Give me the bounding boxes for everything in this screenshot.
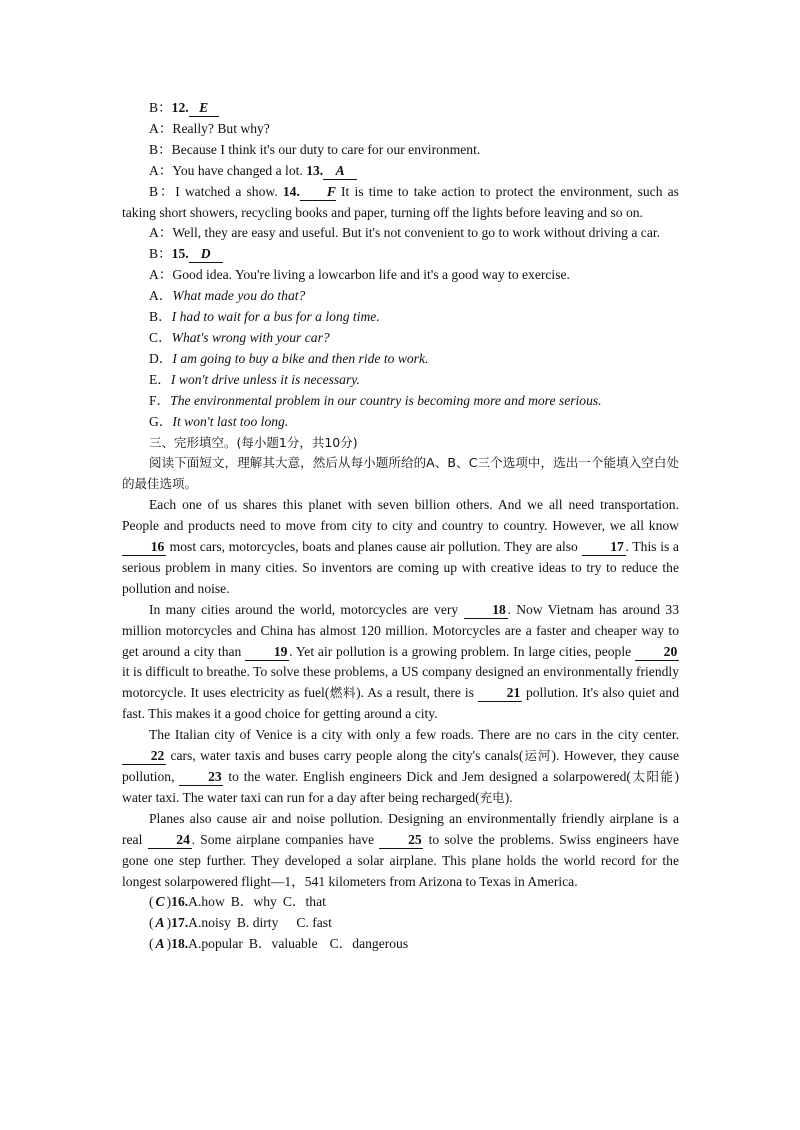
dialogue-text: Really? But why? (172, 120, 270, 136)
passage-text: Planes also cause air and noise pollution. Designing an environmentally friendly airplane is a real (122, 810, 679, 847)
answer-blank: D (189, 246, 223, 263)
passage-text: pollution. It's also quiet and fast. This makes it a good choice for getting around a city. (122, 685, 680, 722)
passage-text: to the water. English engineers Dick and Jem designed a solarpowered( (228, 769, 631, 784)
worksheet-content (122, 98, 679, 955)
option-text: What's wrong with your car? (171, 329, 330, 345)
passage-text: In many cities around the world, motorcycles are very (149, 601, 459, 617)
question-option-b: B．valuable (248, 936, 318, 952)
answer-blank: A (323, 163, 357, 180)
section-instruction: 阅读下面短文，理解其大意，然后从每小题所给的A、B、C三个选项中，选出一个能填入空白处的最佳选项。 (122, 455, 679, 492)
cloze-blank-22: 22 (122, 748, 166, 765)
question-17: ( A )17.A.noisy B. dirty C. fast (149, 915, 332, 931)
cloze-blank-24: 24 (148, 832, 192, 849)
option-text: I won't drive unless it is necessary. (170, 371, 360, 387)
question-16: ( C )16.A.how B．why C．that (149, 894, 326, 910)
option-letter: C． (149, 329, 172, 345)
question-answer: A (155, 936, 165, 952)
passage-text: ) water taxi. The water taxi can run for a day after being recharged( (122, 769, 679, 805)
passage-text: Each one of us shares this planet with seven billion others. And we all need transportation. People and products need to move from city to city and country to country. However, we all know (122, 497, 679, 534)
option-text: What made you do that? (172, 288, 306, 304)
passage-text: . Now Vietnam has around 33 million motorcycles and China has almost 120 million. Motorcycles are a faster and cheaper way to get around a city than (122, 601, 679, 659)
option-b (122, 307, 679, 328)
chinese-gloss: 燃料 (329, 685, 357, 701)
chinese-gloss: 充电 (479, 789, 505, 805)
speaker-label: B： (149, 141, 172, 157)
option-text: It won't last too long. (172, 413, 289, 429)
dialogue-text: I watched a show. (175, 183, 278, 199)
passage-text: . Yet air pollution is a growing problem. In large cities, people (289, 643, 632, 659)
option-text: I am going to buy a bike and then ride to work. (172, 350, 429, 366)
chinese-gloss: 太阳能 (630, 769, 675, 784)
passage-text: it is difficult to breathe. To solve these problems, a US company designed an environmentally friendly motorcycle. It uses electricity as fuel( (122, 664, 679, 701)
question-option-b: B．why (230, 894, 277, 910)
dialogue-text: You have changed a lot. (172, 162, 303, 178)
question-option-a: A.noisy (188, 915, 231, 931)
answer-blank: F (300, 184, 336, 201)
option-letter: A． (149, 288, 173, 304)
dialogue-text: Good idea. You're living a lowcarbon life and it's a good way to exercise. (172, 267, 570, 283)
passage-text: ). However, they cause pollution, (122, 748, 679, 784)
dialogue-line-b2 (122, 140, 679, 161)
dialogue-text: It is time to take action to protect the environment, such as taking short showers, recycling books and paper, turning off the lights before leaving and so on. (122, 183, 679, 220)
cloze-blank-23: 23 (179, 769, 223, 786)
dialogue-line-a1 (122, 119, 679, 140)
dialogue-line-b12 (122, 98, 679, 119)
section-heading: 三、完形填空。(每小题1分，共10分) (149, 434, 358, 450)
question-option-c: C．that (282, 894, 326, 910)
speaker-label: B： (149, 183, 176, 199)
passage-paragraph-4 (122, 809, 679, 893)
option-letter: F． (149, 392, 171, 408)
option-f (122, 391, 679, 412)
dialogue-line-b15 (122, 244, 679, 265)
passage-text: The Italian city of Venice is a city with only a few roads. There are no cars in the city center. (149, 727, 679, 743)
dialogue-line-a3 (122, 223, 679, 244)
cloze-blank-17: 17 (582, 539, 626, 556)
passage-text: . Some airplane companies have (191, 831, 375, 847)
option-a (122, 286, 679, 307)
passage-text: ). As a result, there is (356, 685, 474, 701)
option-e (122, 370, 679, 391)
question-option-c: C. fast (296, 915, 332, 931)
question-number: 17. (171, 915, 189, 931)
passage-paragraph-2 (122, 600, 679, 725)
cloze-blank-16: 16 (122, 539, 166, 556)
question-18: ( A )18.A.popular B．valuable C．dangerous (149, 936, 409, 952)
option-c (122, 328, 679, 349)
cloze-blank-25: 25 (379, 832, 423, 849)
passage-text: ). (504, 789, 513, 805)
passage-text: . This is a serious problem in many cities. So inventors are coming up with creative ideas to try to reduce the pollution and noise. (122, 539, 679, 596)
question-number: 15. (171, 246, 189, 262)
question-number: 13. (306, 162, 324, 178)
dialogue-text: Well, they are easy and useful. But it's not convenient to go to work without driving a car. (172, 225, 661, 241)
speaker-label: B： (149, 246, 172, 262)
question-number: 16. (171, 894, 189, 910)
passage-text: cars, water taxis and buses carry people along the city's canals( (170, 748, 524, 764)
cloze-blank-20: 20 (635, 644, 679, 661)
option-letter: G． (149, 413, 173, 429)
cloze-blank-19: 19 (245, 644, 289, 661)
cloze-blank-21: 21 (478, 685, 522, 702)
question-option-c: C．dangerous (329, 936, 409, 952)
question-option-a: A.popular (188, 936, 243, 952)
speaker-label: A： (149, 267, 173, 283)
option-g (122, 412, 679, 433)
option-letter: B． (149, 309, 172, 325)
option-text: The environmental problem in our country is becoming more and more serious. (170, 392, 602, 408)
chinese-gloss: 运河 (523, 748, 552, 764)
answer-blank: E (189, 100, 219, 117)
question-answer: C (155, 894, 165, 910)
speaker-label: A： (149, 162, 173, 178)
dialogue-line-b14 (122, 182, 679, 224)
question-number: 14. (282, 183, 300, 199)
dialogue-line-a13 (122, 161, 679, 182)
question-number: 12. (171, 100, 189, 115)
option-d (122, 349, 679, 370)
question-answer: A (155, 915, 165, 931)
option-letter: D． (149, 350, 173, 366)
cloze-blank-18: 18 (464, 602, 508, 619)
question-number: 18. (171, 936, 189, 952)
passage-text: most cars, motorcycles, boats and planes cause air pollution. They are also (169, 539, 578, 555)
question-option-b: B. dirty (236, 915, 279, 931)
passage-paragraph-3 (122, 725, 679, 809)
speaker-label: A： (149, 120, 173, 136)
speaker-label: B： (149, 100, 172, 115)
passage-text: to solve the problems. Swiss engineers have gone one step further. They developed a solar airplane. This plane holds the world record for the longest solarpowered flight—1，541 kilometers from Arizona to Texas in America. (122, 831, 679, 889)
speaker-label: A： (149, 225, 173, 241)
question-option-a: A.how (188, 894, 225, 910)
option-text: I had to wait for a bus for a long time. (171, 309, 380, 325)
dialogue-line-a4 (122, 265, 679, 286)
option-letter: E． (149, 371, 171, 387)
dialogue-text: Because I think it's our duty to care for our environment. (171, 141, 481, 157)
passage-paragraph-1 (122, 495, 679, 600)
